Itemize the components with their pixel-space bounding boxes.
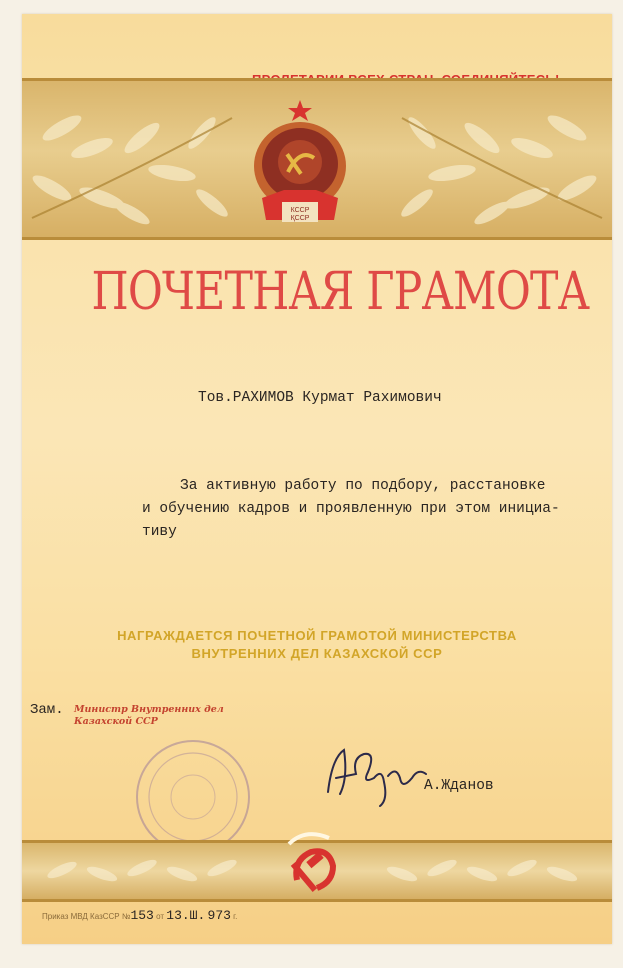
signer-position <box>74 704 224 728</box>
order-number: 153 <box>130 908 154 923</box>
position-line-2: Казахской ССР <box>74 716 158 727</box>
certificate-paper <box>22 14 612 944</box>
position-line-1: Министр Внутренних дел <box>74 704 224 715</box>
award-line-2: ВНУТРЕННИХ ДЕЛ КАЗАХСКОЙ ССР <box>191 646 443 661</box>
award-line-1: НАГРАЖДАЕТСЯ ПОЧЕТНОЙ ГРАМОТОЙ МИНИСТЕРСТВА <box>117 628 517 643</box>
order-label: Приказ МВД КазССР № <box>42 912 131 921</box>
position-prefix: Зам. <box>30 702 64 718</box>
date-label: от <box>156 912 165 921</box>
reason-line-3: тиву <box>142 524 177 540</box>
order-year: 973 <box>207 908 231 923</box>
year-suffix: г. <box>233 912 238 921</box>
hammer-and-sickle-icon <box>277 826 347 906</box>
handwritten-signature <box>322 738 432 808</box>
certificate-title: ПОЧЕТНАЯ ГРАМОТА <box>91 262 590 322</box>
order-reference <box>42 908 237 923</box>
recipient-name: Тов.РАХИМОВ Курмат Рахимович <box>198 390 442 406</box>
band-border-top <box>22 78 612 81</box>
kazakh-ssr-emblem-icon <box>244 98 356 240</box>
official-seal-stamp <box>134 738 252 856</box>
svg-text:ҚССР: ҚССР <box>290 215 310 222</box>
order-date: 13.Ш. <box>166 908 206 923</box>
reason-line-2: и обучению кадров и проявленную при этом инициа- <box>142 501 560 517</box>
emblem-text: КССР <box>290 207 310 214</box>
reason-line-1: За активную работу по подбору, расстановке <box>180 478 546 494</box>
signer-name: А.Жданов <box>424 778 494 794</box>
